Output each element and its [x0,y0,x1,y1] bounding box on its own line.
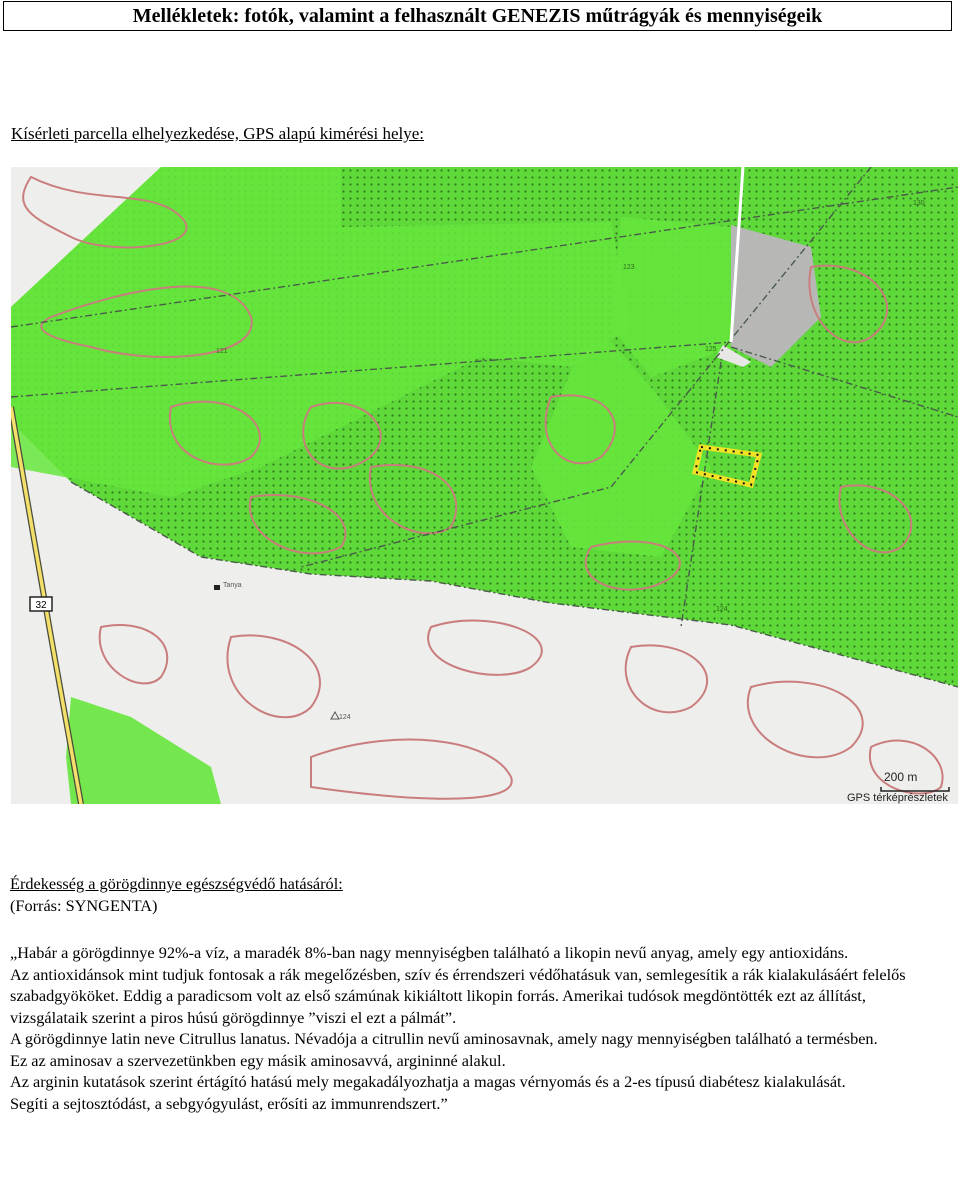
spot-height-label: 121 [216,348,228,355]
road-number-shield [30,597,52,611]
road-number: 32 [35,600,47,611]
map-caption: Kísérleti parcella elhelyezkedése, GPS alapú kimérési helye: [11,124,425,143]
spot-height-label: 125 [705,346,717,353]
page-title: Mellékletek: fotók, valamint a felhasznált GENEZIS műtrágyák és mennyiségeik [132,4,823,27]
article-paragraph: A görögdinnye latin neve Citrullus lanatus. Névadója a citrullin nevű aminosavnak, amely nagy mennyiségben található a termésben. [10,1029,878,1048]
title-box [3,1,952,31]
article-paragraph: Az arginin kutatások szerint értágító hatású mely megakadályozhatja a magas vérnyomás és a 2-es típusú diabétesz kialakulását. [10,1072,846,1091]
article-paragraph: Ez az aminosav a szervezetünkben egy másik aminosavvá, argininné alakul. [10,1050,506,1070]
article-paragraph: Segíti a sejtosztódást, a sebgyógyulást, erősíti az immunrendszert.” [10,1093,448,1113]
scale-label: 200 m [884,770,918,784]
article-heading: Érdekesség a görögdinnye egészségvédő hatásáról: [10,874,343,893]
spot-height-label: 123 [623,264,635,271]
place-label: Tanya [223,582,242,589]
article-paragraph: Az antioxidánsok mint tudjuk fontosak a rák megelőzésben, szív és érrendszeri védőhatásuk van, semlegesítik a rák kialakulásáért felelős szabadgyököket. Eddig a paradicsom volt az első számúnak kikiáltott likopin forrás. Amerikai tudósok megdöntötték ezt az állítást, vizsgálataik szerint a piros húsú görögdinnye ”viszi el ezt a pálmát”. [10,964,906,1027]
article-source: (Forrás: SYNGENTA) [10,895,158,915]
spot-height-label: 124 [716,606,728,613]
spot-height-label: 124 [339,714,351,721]
map-source-label: GPS térképrészletek [847,792,948,804]
article-header [10,873,940,916]
spot-height-label: 130 [913,200,925,207]
article-paragraph: „Habár a görögdinnye 92%-a víz, a maradék 8%-ban nagy mennyiségben található a likopin nevű anyag, amely egy antioxidáns. [10,943,849,962]
article-body [10,942,940,1114]
gps-map [11,167,958,804]
